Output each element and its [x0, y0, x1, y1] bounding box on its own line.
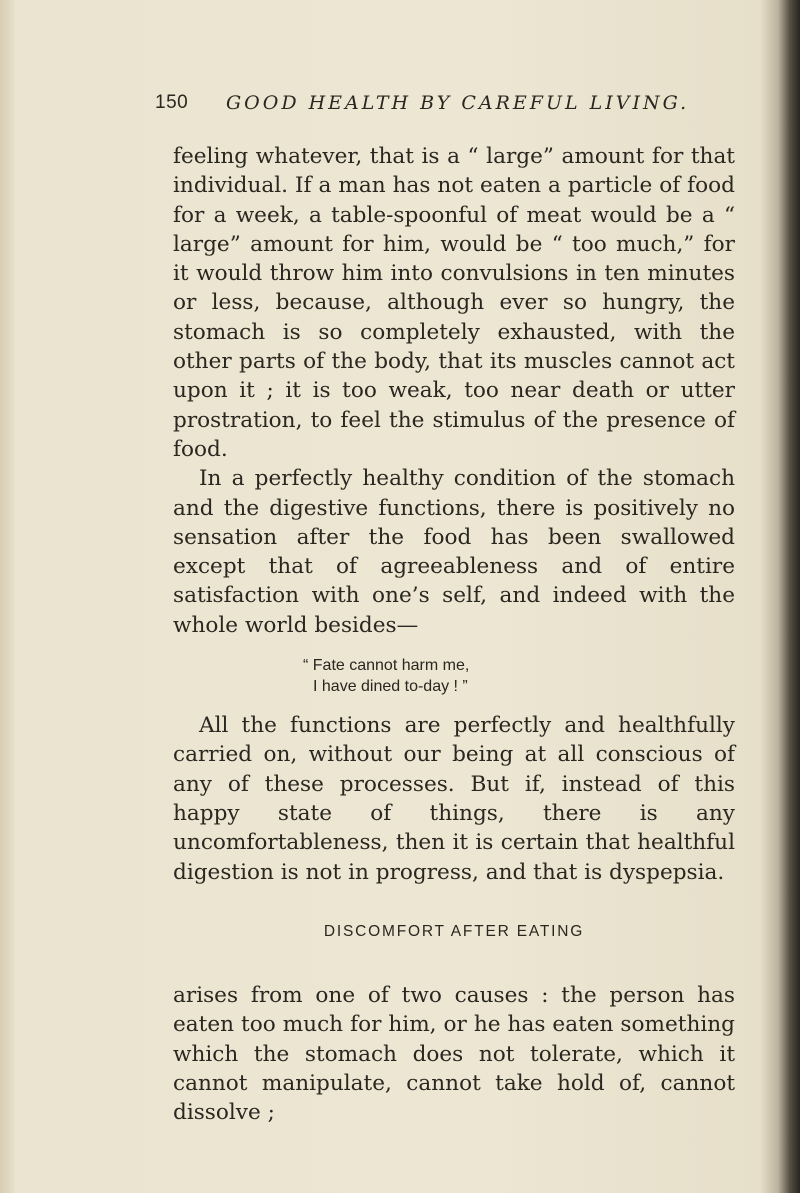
verse-line-2: I have dined to-day ! ”	[313, 678, 468, 696]
paragraph-4: arises from one of two causes : the person has eaten too much for him, or he has eaten something which the stomach does not tolerate, which it cannot manipulate, cannot take hold of, cannot dissolve ;	[173, 983, 735, 1126]
verse-quotation	[303, 655, 735, 697]
page-gutter	[0, 0, 14, 1193]
paragraph-1: feeling whatever, that is a “ large” amount for that individual. If a man has not eaten a particle of food for a week, a table-spoonful of meat would be a “ large” amount for him, would be “ too much,” for it would throw him into convulsions in ten minutes or less, because, although ever so hungry, the stomach is so completely exhausted, with the other parts of the body, that its muscles cannot act upon it ; it is too weak, too near death or utter prostration, to feel the stimulus of the presence of food.	[173, 144, 735, 462]
page-header	[155, 92, 715, 122]
verse-line-1: “ Fate cannot harm me,	[303, 657, 470, 675]
page-number: 150	[155, 92, 189, 113]
page-edge-shadow	[760, 0, 800, 1193]
body-text	[173, 142, 735, 1128]
section-heading: DISCOMFORT AFTER EATING	[323, 922, 585, 940]
paragraph-2: In a perfectly healthy condition of the stomach and the digestive functions, there is positively no sensation after the food has been swallowed except that of agreeableness and of entire satisfaction with one’s self, and indeed with the whole world besides—	[173, 466, 735, 638]
running-head: GOOD HEALTH BY CAREFUL LIVING.	[226, 92, 690, 114]
paragraph-3: All the functions are perfectly and healthfully carried on, without our being at all conscious of any of these processes. But if, instead of this happy state of things, there is any uncomfortableness, then it is certain that healthful digestion is not in progress, and that is dyspepsia.	[173, 713, 735, 885]
